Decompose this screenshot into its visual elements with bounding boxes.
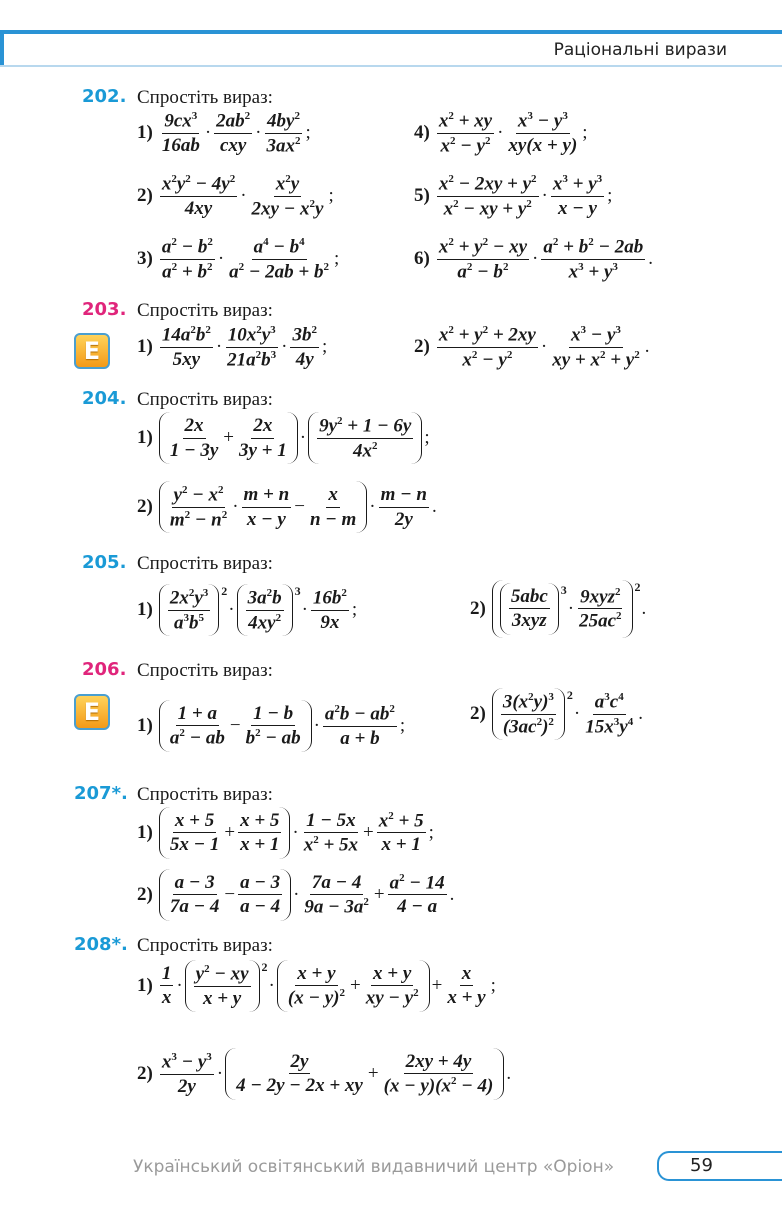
- exercise-205-item-1: [137, 584, 358, 636]
- exercise-number: 205.: [82, 552, 127, 573]
- item-label: 1): [137, 821, 153, 843]
- e-badge-icon: E: [74, 694, 110, 730]
- item-label: 1): [137, 336, 153, 358]
- page-header: [0, 30, 782, 68]
- publisher-text: Український освітянський видавничий центр «Оріон»: [133, 1157, 615, 1177]
- formula: $\frac{14a^2b^2}{5xy}$ · $\frac{10x^2y^3}{21a^2b^3}$ · $\frac{3b^2}{4y}$ ;: [161, 324, 328, 370]
- exercise-number: 204.: [82, 388, 127, 409]
- exercise-206-item-1: [137, 700, 406, 752]
- formula: $\frac{3(x^2y)^3}{(3ac^2)^2}$ 2 · $\frac{a^3c^4}{15x^3y^4}$ .: [491, 688, 644, 740]
- formula: $\frac{x^2 + xy}{x^2 - y^2}$ · $\frac{x^3 - y^3}{xy(x + y)}$ ;: [438, 110, 588, 156]
- exercise-202-item-4: [414, 110, 589, 156]
- formula: $\frac{y^2 - x^2}{m^2 - n^2}$ · $\frac{m + n}{x - y}$ − $\frac{x}{n - m}$ · $\frac{m - n}{2y}$ .: [158, 481, 438, 533]
- exercise-202-item-1: [137, 110, 312, 156]
- formula: $\frac{x^3 - y^3}{2y}$ · $\frac{2y}{4 - 2y - 2x + xy}$ + $\frac{2xy + 4y}{(x - y)(x^2 - 4)}$ .: [158, 1048, 512, 1100]
- formula: $\frac{x^2 + y^2 - xy}{a^2 - b^2}$ · $\frac{a^2 + b^2 - 2ab}{x^3 + y^3}$ .: [438, 236, 653, 282]
- formula: $\frac{\text{5abc}}{\text{3xyz}}$ 3 · $\frac{9xyz^2}{25ac^2}$ 2 .: [491, 580, 647, 638]
- exercise-instruction: Спростіть вираз:: [137, 935, 273, 956]
- item-label: 1): [137, 599, 153, 621]
- formula: $\frac{1 + a}{a^2 - ab}$ − $\frac{1 - b}{b^2 - ab}$ · $\frac{a^2b - ab^2}{a + b}$ ;: [158, 700, 406, 752]
- formula: $\frac{1}{x}$ · $\frac{y^2 - xy}{x + y}$ 2 · $\frac{x + y}{(x - y)^2}$ + $\frac{x + y}{xy - y^2}$ + $\frac{x}{x + y}$ ;: [158, 960, 497, 1012]
- item-label: 2): [414, 336, 430, 358]
- exercise-208-item-1: [137, 960, 497, 1012]
- exercise-203-item-2: [414, 324, 650, 370]
- item-label: 1): [137, 974, 153, 996]
- formula: $\frac{x + 5}{5x - 1}$ + $\frac{x + 5}{x + 1}$ · $\frac{1 - 5x}{x^2 + 5x}$ + $\frac{x^2 + 5}{x + 1}$ ;: [158, 807, 435, 859]
- exercise-instruction: Спростіть вираз:: [137, 660, 273, 681]
- exercise-207-item-2: [137, 869, 455, 921]
- formula: $\frac{x^2 + y^2 + 2xy}{x^2 - y^2}$ · $\frac{x^3 - y^3}{xy + x^2 + y^2}$ .: [438, 324, 650, 370]
- exercise-instruction: Спростіть вираз:: [137, 87, 273, 108]
- section-title: Раціональні вирази: [553, 40, 727, 60]
- item-label: 3): [137, 248, 153, 270]
- exercise-instruction: Спростіть вираз:: [137, 553, 273, 574]
- formula: $\frac{a^2 - b^2}{a^2 + b^2}$ · $\frac{a^4 - b^4}{a^2 - 2ab + b^2}$ ;: [161, 236, 340, 282]
- item-label: 1): [137, 427, 153, 449]
- item-label: 6): [414, 248, 430, 270]
- exercise-206-item-2: [470, 688, 644, 740]
- formula: $\frac{2x^2y^3}{a^3b^5}$ 2 · $\frac{3a^2b}{4xy^2}$ 3 · $\frac{16b^2}{9x}$ ;: [158, 584, 358, 636]
- exercise-instruction: Спростіть вираз:: [137, 300, 273, 321]
- exercise-instruction: Спростіть вираз:: [137, 389, 273, 410]
- exercise-202-item-5: [414, 173, 613, 219]
- item-label: 1): [137, 714, 153, 736]
- e-badge-icon: E: [74, 333, 110, 369]
- page-number-tab: [657, 1151, 782, 1181]
- exercise-205-item-2: [470, 580, 647, 638]
- formula: $\frac{2x}{1 - 3y}$ + $\frac{2x}{3y + 1}$ · $\frac{9y^2 + 1 - 6y}{4x^2}$ ;: [158, 412, 431, 464]
- item-label: 2): [470, 703, 486, 725]
- exercise-number: 206.: [82, 659, 127, 680]
- item-label: 2): [137, 883, 153, 905]
- item-label: 2): [137, 185, 153, 207]
- exercise-number: 208*.: [74, 934, 128, 955]
- page-number: 59: [690, 1155, 713, 1176]
- formula: $\frac{9cx^3}{16ab}$ · $\frac{2ab^2}{\text{cxy}}$ · $\frac{4by^2}{3ax^2}$ ;: [161, 110, 311, 156]
- exercise-203-item-1: [137, 324, 328, 370]
- item-label: 5): [414, 185, 430, 207]
- item-label: 2): [470, 597, 486, 619]
- exercise-202-item-2: [137, 173, 335, 219]
- exercise-number: 207*.: [74, 783, 128, 804]
- header-underline: [0, 65, 782, 67]
- exercise-number: 202.: [82, 86, 127, 107]
- formula: $\frac{x^2y^2 - 4y^2}{4xy}$ · $\frac{x^2y}{2xy - x^2y}$ ;: [161, 173, 334, 219]
- formula: $\frac{a - 3}{7a - 4}$ − $\frac{a - 3}{a - 4}$ · $\frac{7a - 4}{9a - 3a^2}$ + $\frac{a^2 - 14}{4 - a}$ .: [158, 869, 456, 921]
- header-rule: [0, 30, 782, 34]
- item-label: 1): [137, 122, 153, 144]
- exercise-instruction: Спростіть вираз:: [137, 784, 273, 805]
- exercise-number: 203.: [82, 299, 127, 320]
- item-label: 2): [137, 1062, 153, 1084]
- exercise-207-item-1: [137, 807, 435, 859]
- header-left-rule: [0, 30, 4, 67]
- exercise-202-item-3: [137, 236, 340, 282]
- item-label: 2): [137, 496, 153, 518]
- exercise-204-item-1: [137, 412, 431, 464]
- exercise-204-item-2: [137, 481, 438, 533]
- exercise-208-item-2: [137, 1048, 512, 1100]
- formula: $\frac{x^2 - 2xy + y^2}{x^2 - xy + y^2}$ · $\frac{x^3 + y^3}{x - y}$ ;: [438, 173, 613, 219]
- item-label: 4): [414, 122, 430, 144]
- exercise-202-item-6: [414, 236, 654, 282]
